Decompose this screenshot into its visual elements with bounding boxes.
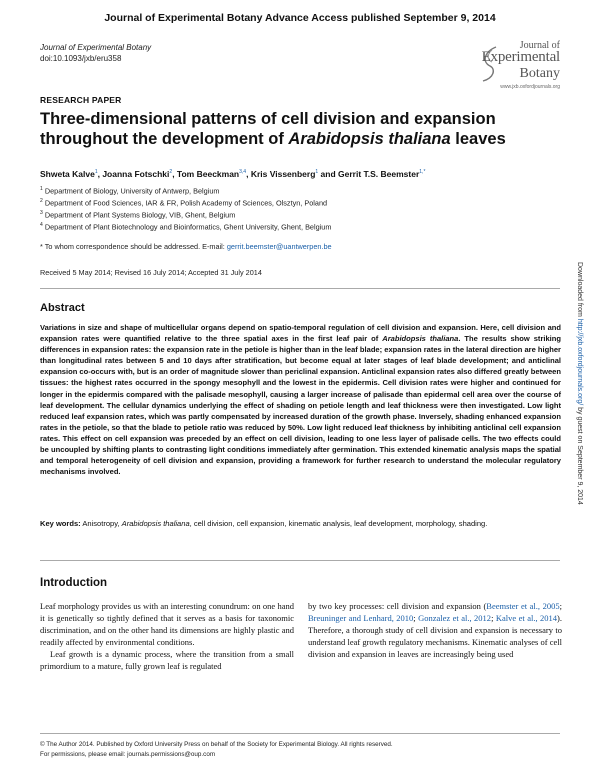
author-name: Shweta Kalve [40,169,95,179]
affiliation: $^1$ Department of Biology, University of Antwerp, Belgium [40,186,220,196]
doi: doi:10.1093/jxb/eru358 [40,54,122,63]
logo-line-2: Experimental [481,49,560,65]
abstract-text: Variations in size and shape of multicellular organs depend on spatio-temporal regulation of cell division and expansion. Here, cell division and expansion rates were quantified relative to the three spatial axes in the first leaf pair of Arabidopsis thaliana. The results show striking differences in expansion rates: the expansion rate in the petiole is higher than in the leaf blade; expansion rates in the lateral direction are higher than longitudinal rates between 5 and 10 days after stratification, but become equal at later stages of leaf blade development; and anticlinal expansion co-occurs with, but is an order of magnitude slower than periclinal expansion. Anticlinal expansion rates also differed greatly between tissues: the highest rates occurred in the spongy mesophyll and the lowest in the epidermis. Cell division rates were higher and continued for longer in the epidermis compared with the palisade mesophyll, causing a larger increase of palisade than epidermal cell area over the course of leaf development. The cellular dynamics underlying the effect of shading on petiole length and leaf thickness were then investigated. Low light reduced leaf expansion rates, which was partly compensated by increased duration of the growth phase. Inversely, shading enhanced expansion rates in the petiole, so that the blade to petiole ratio was reduced by 50%. Low light reduced leaf thickness by inhibiting anticlinal cell expansion rates. This effect on cell expansion was preceded by an effect on cell division, leading to one less layer of palisade cells. The two effects could be uncoupled by shifting plants to contrasting light conditions immediately after germination. This extended kinematic analysis maps the spatial and temporal heterogeneity of cell division and expansion, providing a framework for further research to understand the molecular regulatory mechanisms involved. [40,323,561,477]
affiliation: $^3$ Department of Plant Systems Biology, VIB, Ghent, Belgium [40,210,236,220]
author-name: Joanna Fotschki [102,169,170,179]
divider [40,288,560,289]
keywords: Key words: Anisotropy, Arabidopsis thaliana, cell division, cell expansion, kinematic analysis, leaf development, morphology, shading. [40,519,488,528]
copyright-notice: © The Author 2014. Published by Oxford University Press on behalf of the Society for Experimental Biology. All rights reserved. [40,741,393,748]
citation-link[interactable]: Kalve et al., 2014 [495,613,558,624]
title-species: Arabidopsis thaliana [288,130,451,148]
journal-logo [478,40,560,98]
author-affiliation-mark[interactable]: 1,* [419,169,426,176]
author-name: Gerrit T.S. Beemster [338,169,420,179]
abstract-heading: Abstract [40,302,85,314]
correspondence: * To whom correspondence should be addressed. E-mail: gerrit.beemster@uantwerpen.be [40,242,332,251]
logo-url: www.jxb.oxfordjournals.org [500,84,560,90]
author-affiliation-mark[interactable]: 3,4 [239,169,247,176]
advance-access-banner: Journal of Experimental Botany Advance Access published September 9, 2014 [104,12,496,24]
body-column-left [40,600,294,673]
author-name: Kris Vissenberg [250,169,316,179]
journal-url-link[interactable]: http://jxb.oxfordjournals.org/ [576,318,583,406]
citation-link[interactable]: Beemster et al., 2005 [486,601,560,611]
abstract-species: Arabidopsis thaliana [382,334,459,344]
author-name: Tom Beeckman [176,169,240,179]
keywords-label: Key words: [40,519,81,528]
author-list: Shweta Kalve$^1$, Joanna Fotschki$^2$, Tom Beeckman$^{3,4}$, Kris Vissenberg$^1$ and Gerrit T.S. Beemster$^{1,*}$ [40,169,426,179]
author-affiliation-mark[interactable]: 1 [94,169,98,176]
article-dates: Received 5 May 2014; Revised 16 July 2014; Accepted 31 July 2014 [40,268,262,277]
citation-link[interactable]: Breuninger and Lenhard, 2010 [308,613,414,624]
citation-link[interactable]: Gonzalez et al., 2012 [418,613,492,624]
affiliation: $^4$ Department of Plant Biotechnology and Bioinformatics, Ghent University, Ghent, Belgium [40,222,332,232]
journal-name: Journal of Experimental Botany [40,43,152,52]
affiliation: $^2$ Department of Food Sciences, IAR & FR, Polish Academy of Sciences, Olsztyn, Poland [40,198,328,208]
logo-line-1: Journal of [519,40,560,51]
permissions-notice: For permissions, please email: journals.permissions@oup.com [40,751,216,758]
logo-line-3: Botany [519,66,560,81]
divider [40,560,560,561]
body-column-right: by two key processes: cell division and expansion (Beemster et al., 2005; Breuninger and Lenhard, 2010; Gonzalez et al., 2012; Kalve et al., 2014). Therefore, a thorough study of cell division and expansion is necessary to understand leaf growth regulatory mechanisms. Kinematic analyses of cell division and expansion in leaves are increasingly being used [308,601,562,660]
author-affiliation-mark[interactable]: 1 [315,169,319,176]
title-part-2: leaves [450,130,506,148]
paragraph: Leaf morphology provides us with an interesting conundrum: on one hand it is genetically so tightly defined that it serves as a basis for taxonomic discrimination, and on the other hand its dimensions are highly plastic and readily affected by environmental conditions. [40,601,294,648]
section-label: RESEARCH PAPER [40,95,122,105]
download-notice: Downloaded from http://jxb.oxfordjournals.org/ by guest on September 9, 2014 [576,262,583,505]
article-title [40,109,560,149]
title-part-1: Three-dimensional patterns of cell division and expansion throughout the development of [40,110,496,148]
introduction-heading: Introduction [40,577,108,589]
footer-divider [40,733,560,734]
correspondence-email-link[interactable]: gerrit.beemster@uantwerpen.be [226,242,332,251]
author-affiliation-mark[interactable]: 2 [169,169,173,176]
paragraph: Leaf growth is a dynamic process, where the transition from a small primordium to a mature, fully grown leaf is regulated [40,649,294,672]
